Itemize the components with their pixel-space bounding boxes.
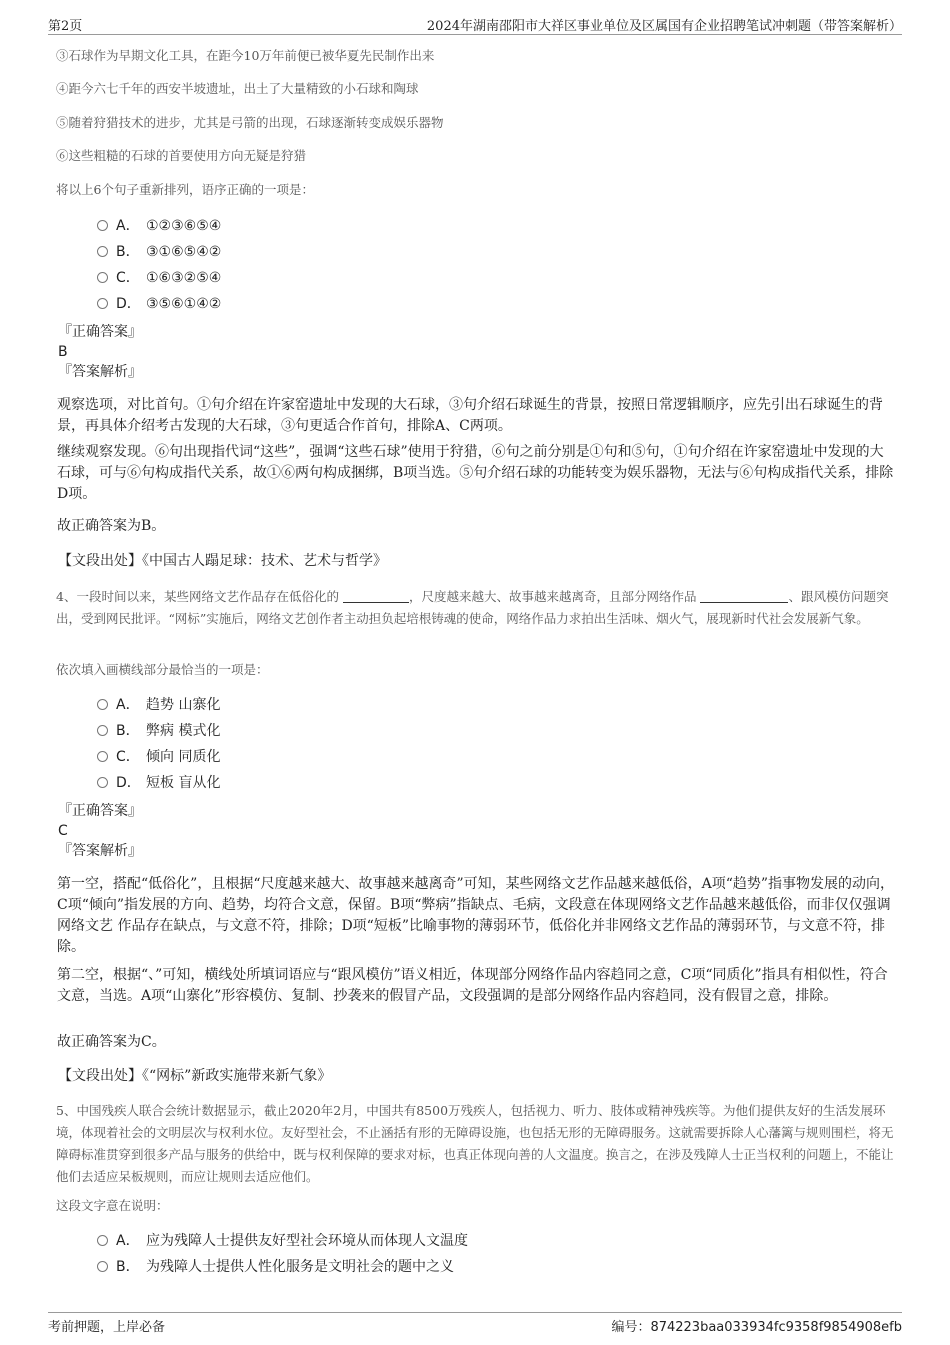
radio-icon[interactable] xyxy=(97,1261,108,1272)
blank-2 xyxy=(700,588,788,603)
page-number: 第2页 xyxy=(48,19,83,34)
page-header xyxy=(48,14,902,35)
q3-analysis-1: 观察选项，对比首句。①句介绍在许家窑遗址中发现的大石球，③句介绍石球诞生的背景，按照日常逻辑顺序，应先引出石球诞生的背景，再具体介绍考古发现的大石球，③句更适合作首句，排除A、C两项。 xyxy=(57,397,883,434)
document-title: 2024年湖南邵阳市大祥区事业单位及区属国有企业招聘笔试冲刺题（带答案解析） xyxy=(426,19,902,34)
q4-option-c[interactable]: C． 倾向 同质化 xyxy=(97,747,220,767)
q3-answer-label: 『正确答案』 xyxy=(58,324,142,340)
footer-slogan: 考前押题，上岸必备 xyxy=(48,1320,166,1335)
q4-answer: C xyxy=(58,823,68,839)
radio-icon[interactable] xyxy=(97,272,108,283)
q3-sentence-4: ④距今六七千年的西安半坡遗址，出土了大量精致的小石球和陶球 xyxy=(56,81,419,96)
q4-prompt: 依次填入画横线部分最恰当的一项是： xyxy=(56,662,269,677)
q4-option-d[interactable]: D． 短板 盲从化 xyxy=(97,773,220,793)
q3-analysis-label: 『答案解析』 xyxy=(58,364,142,380)
q3-option-d[interactable]: D． ③⑤⑥①④② xyxy=(97,294,221,314)
document-code: 编号：874223baa033934fc9358f9854908efb xyxy=(611,1320,902,1335)
radio-icon[interactable] xyxy=(97,220,108,231)
radio-icon[interactable] xyxy=(97,298,108,309)
q3-sentence-3: ③石球作为早期文化工具，在距今10万年前便已被华夏先民制作出来 xyxy=(56,48,435,63)
radio-icon[interactable] xyxy=(97,777,108,788)
radio-icon[interactable] xyxy=(97,1235,108,1246)
q4-stem: 4、一段时间以来，某些网络文艺作品存在低俗化的 ，尺度越来越大、故事越来越离奇，且部分网络作品 、跟风模仿问题突出，受到网民批评。“网标”实施后，网络文艺创作者主动担负起培根铸魂的使命，网络作品力求拍出生活味、烟火气，展现新时代社会发展新气象。 xyxy=(56,589,889,626)
q4-answer-label: 『正确答案』 xyxy=(58,803,142,819)
page-footer xyxy=(48,1312,902,1337)
q3-sentence-6: ⑥这些粗糙的石球的首要使用方向无疑是狩猎 xyxy=(56,148,307,163)
q4-analysis-3: 故正确答案为C。 xyxy=(57,1034,166,1050)
q4-analysis-label: 『答案解析』 xyxy=(58,843,142,859)
q4-source: 【文段出处】《“网标”新政实施带来新气象》 xyxy=(58,1068,332,1084)
q4-option-b[interactable]: B． 弊病 模式化 xyxy=(97,721,220,741)
q3-sentence-5: ⑤随着狩猎技术的进步，尤其是弓箭的出现，石球逐渐转变成娱乐器物 xyxy=(56,115,444,130)
q5-option-a[interactable]: A． 应为残障人士提供友好型社会环境从而体现人文温度 xyxy=(97,1231,468,1251)
radio-icon[interactable] xyxy=(97,246,108,257)
q3-option-a[interactable]: A． ①②③⑥⑤④ xyxy=(97,216,221,236)
radio-icon[interactable] xyxy=(97,725,108,736)
q3-analysis-3: 故正确答案为B。 xyxy=(57,518,166,534)
q3-source: 【文段出处】《中国古人蹋足球：技术、艺术与哲学》 xyxy=(58,553,387,569)
q3-option-b[interactable]: B． ③①⑥⑤④② xyxy=(97,242,221,262)
q4-analysis-2: 第二空，根据“、”可知，横线处所填词语应与“跟风模仿”语义相近，体现部分网络作品内容趋同之意，C项“同质化”指具有相似性，符合文意，当选。A项“山寨化”形容模仿、复制、抄袭来的假冒产品，文段强调的是部分网络作品内容趋同，没有假冒之意，排除。 xyxy=(57,967,888,1004)
q3-analysis-2: 继续观察发现。⑥句出现指代词“这些”，强调“这些石球”使用于狩猎，⑥句之前分别是①句和⑤句，①句介绍在许家窑遗址中发现的大石球，可与⑥句构成指代关系，故①⑥两句构成捆绑，B项当选。⑤句介绍石球的功能转变为娱乐器物，无法与⑥句构成指代关系，排除D项。 xyxy=(57,444,894,502)
q5-stem: 5、中国残疾人联合会统计数据显示，截止2020年2月，中国共有8500万残疾人，包括视力、听力、肢体或精神残疾等。为他们提供友好的生活发展环境，体现着社会的文明层次与权利水位。友好型社会，不止涵括有形的无障碍设施，也包括无形的无障碍服务。这就需要拆除人心藩篱与规则围栏，将无障碍标准贯穿到很多产品与服务的供给中，既与权利保障的要求对标，也真正体现向善的人文温度。换言之，在涉及残障人士正当权利的问题上，不能让他们去适应呆板规则，而应让规则去适应他们。 xyxy=(56,1103,894,1184)
radio-icon[interactable] xyxy=(97,751,108,762)
q4-option-a[interactable]: A． 趋势 山寨化 xyxy=(97,695,220,715)
q5-option-b[interactable]: B． 为残障人士提供人性化服务是文明社会的题中之义 xyxy=(97,1257,454,1277)
q3-option-c[interactable]: C． ①⑥③②⑤④ xyxy=(97,268,221,288)
q3-answer: B xyxy=(58,344,68,360)
q5-prompt: 这段文字意在说明： xyxy=(56,1198,169,1213)
radio-icon[interactable] xyxy=(97,699,108,710)
q3-prompt: 将以上6个句子重新排列，语序正确的一项是： xyxy=(56,182,314,197)
blank-1 xyxy=(343,588,409,603)
q4-analysis-1: 第一空，搭配“低俗化”，且根据“尺度越来越大、故事越来越离奇”可知，某些网络文艺作品越来越低俗，A项“趋势”指事物发展的动向，C项“倾向”指发展的方向、趋势，均符合文意，保留。B项“弊病”指缺点、毛病，文段意在体现网络文艺作品越来越低俗，而非仅仅强调 网络文艺 作品存在缺点，与文意不符，排除；D项“短板”比喻事物的薄弱环节，低俗化并非网络文艺作品的薄弱环节，与文意不符，排除。 xyxy=(57,876,895,955)
